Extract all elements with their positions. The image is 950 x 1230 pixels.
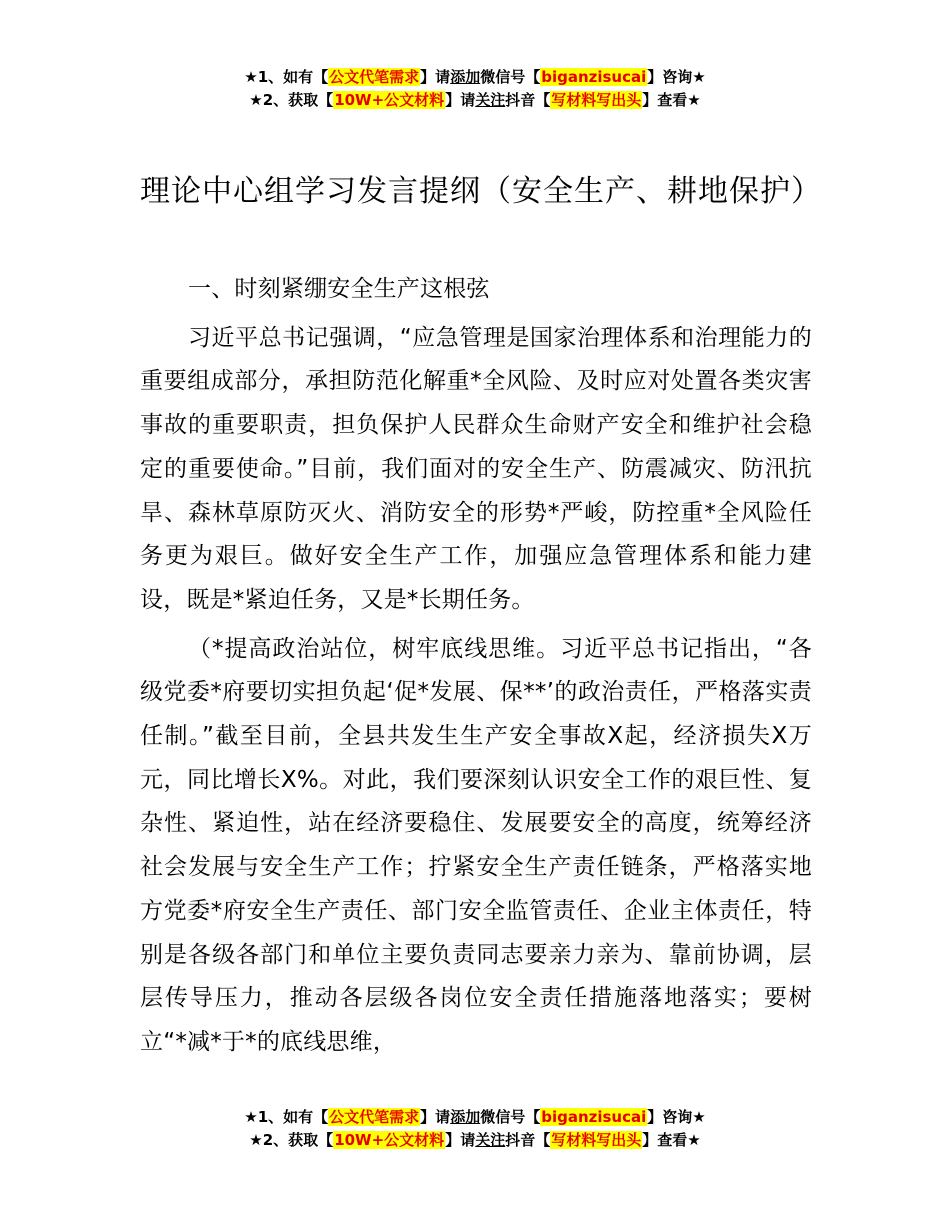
wechat-id: biganzisucai (541, 68, 647, 86)
promo-text: 】咨询★ (647, 68, 706, 86)
promo-text: 微信号【 (480, 1108, 541, 1126)
document-body (140, 268, 812, 1065)
promo-text: 抖音【 (505, 91, 551, 109)
underlined-text: 添加 (450, 68, 481, 86)
promo-text: ★1、如有【 (244, 68, 329, 86)
promo-line-1 (0, 1106, 950, 1129)
body-paragraph: （*提高政治站位，树牢底线思维。习近平总书记指出，“各级党委*府要切实担负起‘促*发展、保**’的政治责任，严格落实责任制。”截至目前，全县共发生生产安全事故X起，经济损失X万元，同比增长X%。对此，我们要深刻认识安全工作的艰巨性、复杂性、紧迫性，站在经济要稳住、发展要安全的高度，统筹经济社会发展与安全生产工作；拧紧安全生产责任链条，严格落实地方党委*府安全生产责任、部门安全监管责任、企业主体责任，特别是各级各部门和单位主要负责同志要亲力亲为、靠前协调，层层传导压力，推动各层级各岗位安全责任措施落地落实；要树立“*减*于*的底线思维， (140, 635, 812, 1055)
underlined-text: 添加 (450, 1108, 481, 1126)
douyin-account: 写材料写出头 (551, 1131, 642, 1149)
promo-text: 】请 (445, 91, 476, 109)
promo-text: ★2、获取【 (249, 1131, 334, 1149)
section-heading: 一、时刻紧绷安全生产这根弦 (188, 276, 490, 302)
promo-banner-bottom (0, 1106, 950, 1152)
promo-line-2 (0, 1129, 950, 1152)
promo-text: 】查看★ (642, 1131, 701, 1149)
highlight-text: 10W+公文材料 (334, 1131, 445, 1149)
promo-line-2 (0, 89, 950, 112)
promo-text: 】请 (445, 1131, 476, 1149)
wechat-id: biganzisucai (541, 1108, 647, 1126)
promo-line-1 (0, 66, 950, 89)
highlight-text: 公文代笔需求 (329, 68, 420, 86)
promo-text: ★2、获取【 (249, 91, 334, 109)
douyin-account: 写材料写出头 (551, 91, 642, 109)
promo-text: 微信号【 (480, 68, 541, 86)
body-paragraph: 习近平总书记强调，“应急管理是国家治理体系和治理能力的重要组成部分，承担防范化解重*全风险、及时应对处置各类灾害事故的重要职责，担负保护人民群众生命财产安全和维护社会稳定的重要使命。”目前，我们面对的安全生产、防震减灾、防汛抗旱、森林草原防灭火、消防安全的形势*严峻，防控重*全风险任务更为艰巨。做好安全生产工作，加强应急管理体系和能力建设，既是*紧迫任务，又是*长期任务。 (140, 324, 812, 613)
promo-text: ★1、如有【 (244, 1108, 329, 1126)
highlight-text: 10W+公文材料 (334, 91, 445, 109)
promo-text: 】请 (420, 68, 451, 86)
highlight-text: 公文代笔需求 (329, 1108, 420, 1126)
promo-banner-top (0, 66, 950, 112)
promo-text: 】请 (420, 1108, 451, 1126)
underlined-text: 关注 (475, 1131, 506, 1149)
promo-text: 】咨询★ (647, 1108, 706, 1126)
document-title: 理论中心组学习发言提纲（安全生产、耕地保护） (140, 174, 822, 209)
promo-text: 抖音【 (505, 1131, 551, 1149)
underlined-text: 关注 (475, 91, 506, 109)
promo-text: 】查看★ (642, 91, 701, 109)
